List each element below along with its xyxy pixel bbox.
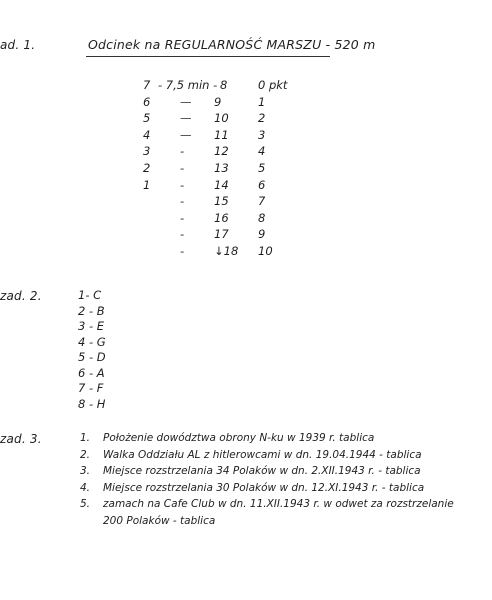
- table-row-points: 2: [258, 111, 266, 125]
- table-row-time: 12: [214, 144, 229, 158]
- table-row-points: 7: [258, 194, 266, 208]
- table-row-position: 4: [143, 128, 151, 142]
- table-row-time: 14: [214, 178, 229, 192]
- list-item-text: 200 Polaków - tablica: [103, 515, 216, 527]
- table-row-points: 6: [258, 178, 266, 192]
- table-row-time: 10: [214, 111, 229, 125]
- table-row-time: 17: [214, 227, 229, 241]
- table-row-position: 5: [143, 111, 151, 125]
- list-item-text: Walka Oddziału AL z hitlerowcami w dn. 19.04.1944 - tablica: [103, 449, 422, 461]
- task2-label: zad. 2.: [0, 289, 42, 303]
- table-row-time: 13: [214, 161, 229, 175]
- list-item-number: 3.: [80, 465, 91, 477]
- table-row-position: 2: [143, 161, 151, 175]
- task1-title: Odcinek na REGULARNOŚĆ MARSZU - 520 m: [88, 37, 376, 52]
- table-row-position: 1: [143, 178, 151, 192]
- table-row-dash: -: [180, 178, 185, 192]
- answer-item: 1- C: [78, 288, 102, 302]
- answer-item: 3 - E: [78, 319, 105, 333]
- answer-item: 2 - B: [78, 304, 105, 318]
- task1-label: ad. 1.: [0, 38, 36, 52]
- task1-title-underline: [86, 56, 330, 57]
- list-item-text: Miejsce rozstrzelania 30 Polaków w dn. 12.XI.1943 r. - tablica: [103, 482, 425, 494]
- table-row-dash: -: [180, 244, 185, 258]
- task3-label: zad. 3.: [0, 432, 42, 446]
- table-row-dash: —: [180, 128, 192, 142]
- list-item-number: 4.: [80, 482, 91, 494]
- table-row-points: 5: [258, 161, 266, 175]
- table-row-time: 8: [220, 78, 228, 92]
- table-row-position: 6: [143, 95, 151, 109]
- table-row-dash: -: [180, 194, 185, 208]
- list-item-number: 1.: [80, 432, 91, 444]
- table-row-points: 1: [258, 95, 266, 109]
- answer-item: 8 - H: [78, 397, 106, 411]
- list-item-number: 5.: [80, 498, 91, 510]
- table-row-time: 9: [214, 95, 222, 109]
- answer-item: 7 - F: [78, 381, 104, 395]
- table-row-dash: —: [180, 95, 192, 109]
- table-row-dash: -: [180, 227, 185, 241]
- table-row-position: 7: [143, 78, 151, 92]
- table-row-dash: -: [180, 144, 185, 158]
- list-item-text: Położenie dowództwa obrony N-ku w 1939 r. tablica: [103, 432, 375, 444]
- answer-item: 4 - G: [78, 335, 106, 349]
- answer-item: 5 - D: [78, 350, 106, 364]
- table-row-time: 11: [214, 128, 229, 142]
- table-row-dash: -: [180, 161, 185, 175]
- table-row-position: 3: [143, 144, 151, 158]
- table-row-time: 15: [214, 194, 229, 208]
- table-row-time: 16: [214, 211, 229, 225]
- table-row-time: ↓18: [214, 244, 239, 258]
- table-row-points: 8: [258, 211, 266, 225]
- table-row-points: 10: [258, 244, 273, 258]
- table-row-points: 0 pkt: [258, 78, 288, 92]
- table-row-dash: - 7,5 min -: [158, 78, 218, 92]
- list-item-number: 2.: [80, 449, 91, 461]
- table-row-dash: -: [180, 211, 185, 225]
- list-item-text: Miejsce rozstrzelania 34 Polaków w dn. 2.XII.1943 r. - tablica: [103, 465, 421, 477]
- table-row-points: 3: [258, 128, 266, 142]
- answer-item: 6 - A: [78, 366, 105, 380]
- list-item-text: zamach na Cafe Club w dn. 11.XII.1943 r. w odwet za rozstrzelanie: [103, 498, 454, 510]
- table-row-dash: —: [180, 111, 192, 125]
- table-row-points: 9: [258, 227, 266, 241]
- table-row-points: 4: [258, 144, 266, 158]
